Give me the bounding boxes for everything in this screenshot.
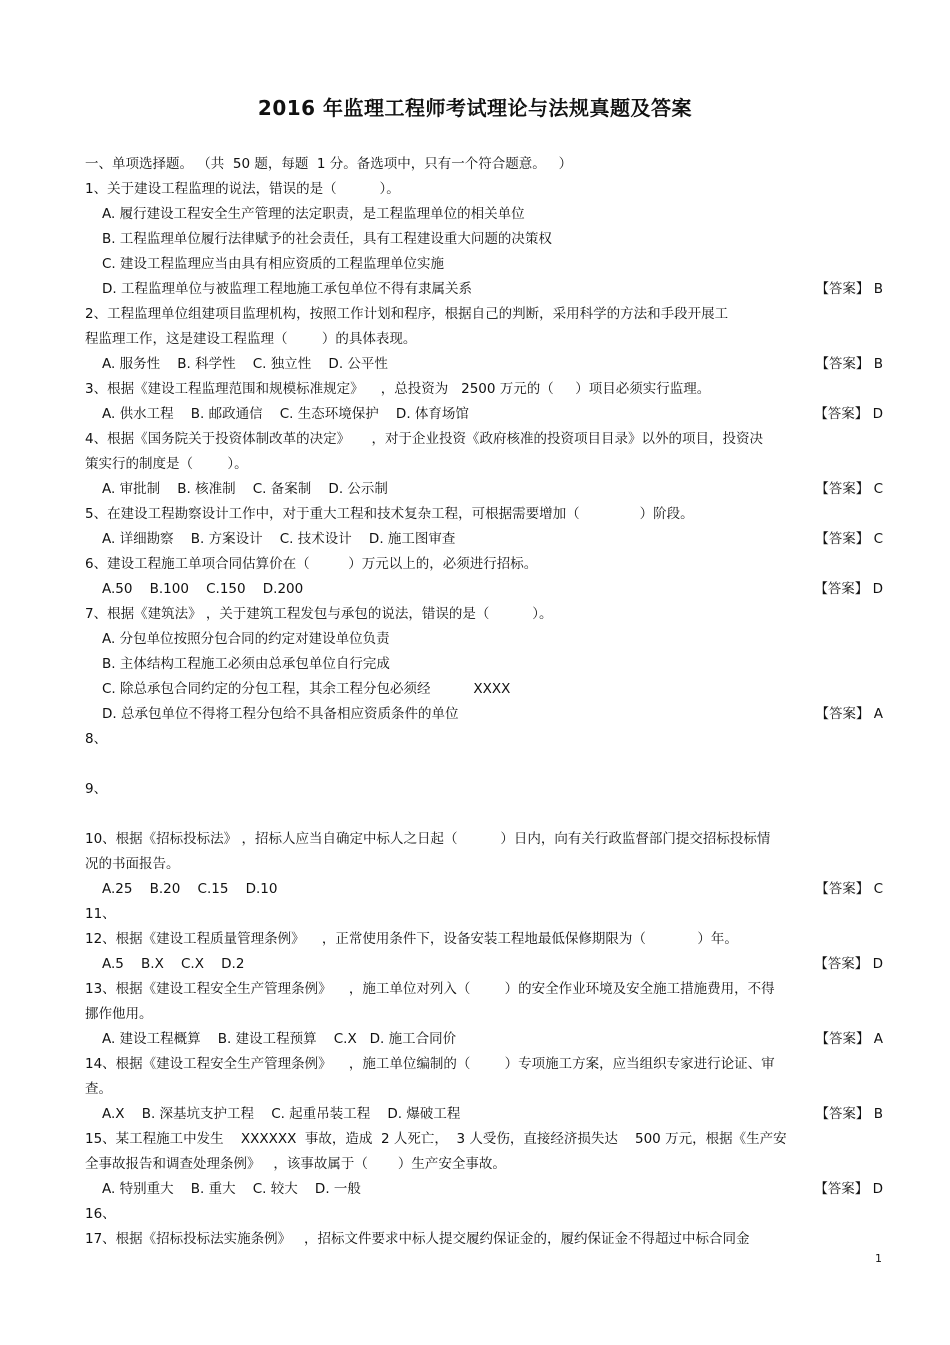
text-line: [85, 1002, 885, 1027]
text-line: [85, 827, 885, 852]
text-line: [85, 1077, 885, 1102]
line-text: 5、在建设工程勘察设计工作中，对于重大工程和技术复杂工程，可根据需要增加（ ）阶段。: [85, 506, 694, 522]
text-line: [85, 252, 885, 277]
text-line: [85, 1102, 885, 1127]
answer-label: 【答案】 D: [814, 406, 883, 422]
document-title: 2016 年监理工程师考试理论与法规真题及答案: [257, 96, 693, 120]
text-line: [85, 902, 885, 927]
line-text: A. 建设工程概算 B. 建设工程预算 C.X D. 施工合同价: [102, 1031, 457, 1047]
line-text: C. 除总承包合同约定的分包工程，其余工程分包必须经 XXXX: [102, 681, 511, 697]
text-line: [85, 702, 885, 727]
text-line: [85, 1177, 885, 1202]
text-line: [85, 1052, 885, 1077]
text-line: [85, 1227, 885, 1252]
line-text: A. 分包单位按照分包合同的约定对建设单位负责: [102, 631, 390, 647]
text-line: [85, 277, 885, 302]
line-text: 8、: [85, 731, 108, 747]
line-text: A. 供水工程 B. 邮政通信 C. 生态环境保护 D. 体育场馆: [102, 406, 469, 422]
answer-label: 【答案】 B: [815, 356, 883, 372]
text-line: [85, 677, 885, 702]
line-text: B. 工程监理单位履行法律赋予的社会责任，具有工程建设重大问题的决策权: [102, 231, 552, 247]
text-line: [85, 452, 885, 477]
line-text: 程监理工作，这是建设工程监理（ ）的具体表现。: [85, 331, 417, 347]
line-text: 1、关于建设工程监理的说法，错误的是（ ）。: [85, 181, 400, 197]
line-text: A.25 B.20 C.15 D.10: [102, 881, 278, 897]
text-line: [85, 427, 885, 452]
line-text: A.50 B.100 C.150 D.200: [102, 581, 304, 597]
text-line: [85, 227, 885, 252]
text-line: [85, 652, 885, 677]
text-line: [85, 202, 885, 227]
text-line: [85, 852, 885, 877]
line-text: 11、: [85, 906, 116, 922]
text-line: [85, 477, 885, 502]
document-body: [85, 152, 885, 1252]
text-line: [85, 1152, 885, 1177]
answer-label: 【答案】 C: [815, 481, 883, 497]
line-text: 9、: [85, 781, 108, 797]
text-line: [85, 377, 885, 402]
text-line: [85, 927, 885, 952]
answer-label: 【答案】 D: [814, 956, 883, 972]
line-text: 7、根据《建筑法》 ，关于建筑工程发包与承包的说法，错误的是（ ）。: [85, 606, 553, 622]
answer-label: 【答案】 B: [815, 281, 883, 297]
line-text: 13、根据《建设工程安全生产管理条例》 ，施工单位对列入（ ）的安全作业环境及安全施工措施费用，不得: [85, 981, 775, 997]
line-text: C. 建设工程监理应当由具有相应资质的工程监理单位实施: [102, 256, 445, 272]
text-line: [85, 502, 885, 527]
line-text: 15、某工程施工中发生 XXXXXX 事故，造成 2 人死亡， 3 人受伤，直接经济损失达 500 万元，根据《生产安: [85, 1131, 787, 1147]
line-text: 策实行的制度是（ ）。: [85, 456, 248, 472]
answer-label: 【答案】 A: [815, 706, 883, 722]
answer-label: 【答案】 C: [815, 881, 883, 897]
line-text: 14、根据《建设工程安全生产管理条例》 ，施工单位编制的（ ）专项施工方案，应当组织专家进行论证、审: [85, 1056, 775, 1072]
line-text: A. 特别重大 B. 重大 C. 较大 D. 一般: [102, 1181, 361, 1197]
text-line: [85, 152, 885, 177]
line-text: 3、根据《建设工程监理范围和规模标准规定》 ，总投资为 2500 万元的（ ）项目必须实行监理。: [85, 381, 711, 397]
text-line: [85, 1202, 885, 1227]
line-text: A.X B. 深基坑支护工程 C. 起重吊装工程 D. 爆破工程: [102, 1106, 461, 1122]
answer-label: 【答案】 B: [815, 1106, 883, 1122]
line-text: 查。: [85, 1081, 112, 1097]
answer-label: 【答案】 D: [814, 1181, 883, 1197]
text-line: [85, 527, 885, 552]
line-text: A. 详细勘察 B. 方案设计 C. 技术设计 D. 施工图审查: [102, 531, 456, 547]
line-text: 17、根据《招标投标法实施条例》 ，招标文件要求中标人提交履约保证金的，履约保证金不得超过中标合同金: [85, 1231, 750, 1247]
text-line: [85, 952, 885, 977]
text-line: [85, 727, 885, 752]
blank-line: [85, 752, 885, 777]
line-text: D. 工程监理单位与被监理工程地施工承包单位不得有隶属关系: [102, 281, 472, 297]
text-line: [85, 602, 885, 627]
text-line: [85, 977, 885, 1002]
line-text: 10、根据《招标投标法》 ，招标人应当自确定中标人之日起（ ）日内，向有关行政监督部门提交招标投标情: [85, 831, 771, 847]
line-text: 12、根据《建设工程质量管理条例》 ，正常使用条件下，设备安装工程地最低保修期限为（ ）年。: [85, 931, 738, 947]
line-text: A. 履行建设工程安全生产管理的法定职责，是工程监理单位的相关单位: [102, 206, 525, 222]
text-line: [85, 777, 885, 802]
text-line: [85, 877, 885, 902]
text-line: [85, 352, 885, 377]
line-text: A.5 B.X C.X D.2: [102, 956, 245, 972]
answer-label: 【答案】 D: [814, 581, 883, 597]
line-text: A. 审批制 B. 核准制 C. 备案制 D. 公示制: [102, 481, 388, 497]
line-text: 6、建设工程施工单项合同估算价在（ ）万元以上的，必须进行招标。: [85, 556, 538, 572]
line-text: 2、工程监理单位组建项目监理机构，按照工作计划和程序，根据自己的判断，采用科学的方法和手段开展工: [85, 306, 729, 322]
text-line: [85, 402, 885, 427]
line-text: A. 服务性 B. 科学性 C. 独立性 D. 公平性: [102, 356, 388, 372]
answer-label: 【答案】 C: [815, 531, 883, 547]
line-text: 16、: [85, 1206, 116, 1222]
line-text: 4、根据《国务院关于投资体制改革的决定》 ，对于企业投资《政府核准的投资项目目录》以外的项目，投资决: [85, 431, 764, 447]
text-line: [85, 302, 885, 327]
answer-label: 【答案】 A: [815, 1031, 883, 1047]
line-text: 全事故报告和调查处理条例》 ，该事故属于（ ）生产安全事故。: [85, 1156, 506, 1172]
text-line: [85, 577, 885, 602]
line-text: 况的书面报告。: [85, 856, 180, 872]
text-line: [85, 177, 885, 202]
text-line: [85, 1127, 885, 1152]
line-text: 一、单项选择题。 （共 50 题，每题 1 分。备选项中，只有一个符合题意。 ）: [85, 156, 573, 172]
text-line: [85, 1027, 885, 1052]
line-text: 挪作他用。: [85, 1006, 153, 1022]
text-line: [85, 552, 885, 577]
text-line: [85, 327, 885, 352]
blank-line: [85, 802, 885, 827]
line-text: D. 总承包单位不得将工程分包给不具备相应资质条件的单位: [102, 706, 459, 722]
line-text: B. 主体结构工程施工必须由总承包单位自行完成: [102, 656, 390, 672]
text-line: [85, 627, 885, 652]
page-number: 1: [875, 1252, 882, 1265]
